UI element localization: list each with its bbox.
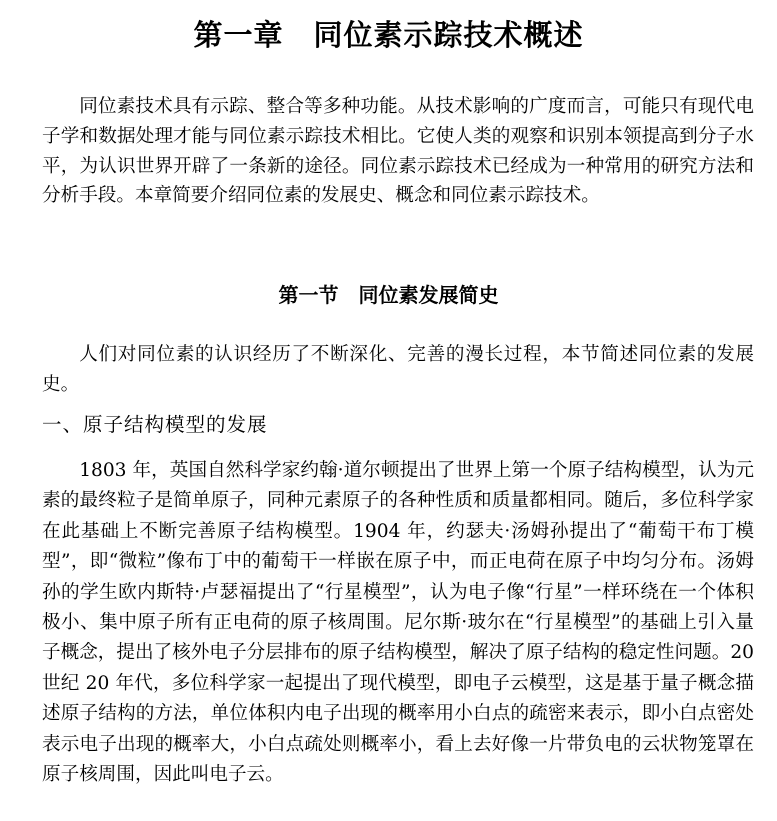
section-intro-paragraph: 人们对同位素的认识经历了不断深化、完善的漫长过程，本节简述同位素的发展史。 [42, 344, 754, 395]
subsection-heading: 一、原子结构模型的发展 [42, 413, 268, 436]
chapter-title: 第一章 同位素示踪技术概述 [193, 18, 584, 52]
section-title: 第一节 同位素发展简史 [278, 283, 499, 307]
atomic-model-paragraph: 1803 年，英国自然科学家约翰·道尔顿提出了世界上第一个原子结构模型，认为元素的最终粒子是简单原子，同种元素原子的各种性质和质量都相同。随后，多位科学家在此基础上不断完善原子结构模型。1904 年，约瑟夫·汤姆孙提出了“葡萄干布丁模型”，即“微粒”像布丁中的葡萄干一样嵌在原子中，而正电荷在原子中均匀分布。汤姆孙的学生欧内斯特·卢瑟福提出了“行星模型”，认为电子像“行星”一样环绕在一个体积极小、集中原子所有正电荷的原子核周围。尼尔斯·玻尔在“行星模型”的基础上引入量子概念，提出了核外电子分层排布的原子结构模型，解决了原子结构的稳定性问题。20 世纪 20 年代，多位科学家一起提出了现代模型，即电子云模型，这是基于量子概念描述原子结构的方法，单位体积内电子出现的概率用小白点的疏密来表示，即小白点密处表示电子出现的概率大，小白点疏处则概率小，看上去好像一片带负电的云状物笼罩在原子核周围，因此叫电子云。 [42, 460, 754, 786]
chapter-intro-paragraph: 同位素技术具有示踪、整合等多种功能。从技术影响的广度而言，可能只有现代电子学和数据处理才能与同位素示踪技术相比。它使人类的观察和识别本领提高到分子水平，为认识世界开辟了一条新的途径。同位素示踪技术已经成为一种常用的研究方法和分析手段。本章简要介绍同位素的发展史、概念和同位素示踪技术。 [42, 96, 754, 207]
